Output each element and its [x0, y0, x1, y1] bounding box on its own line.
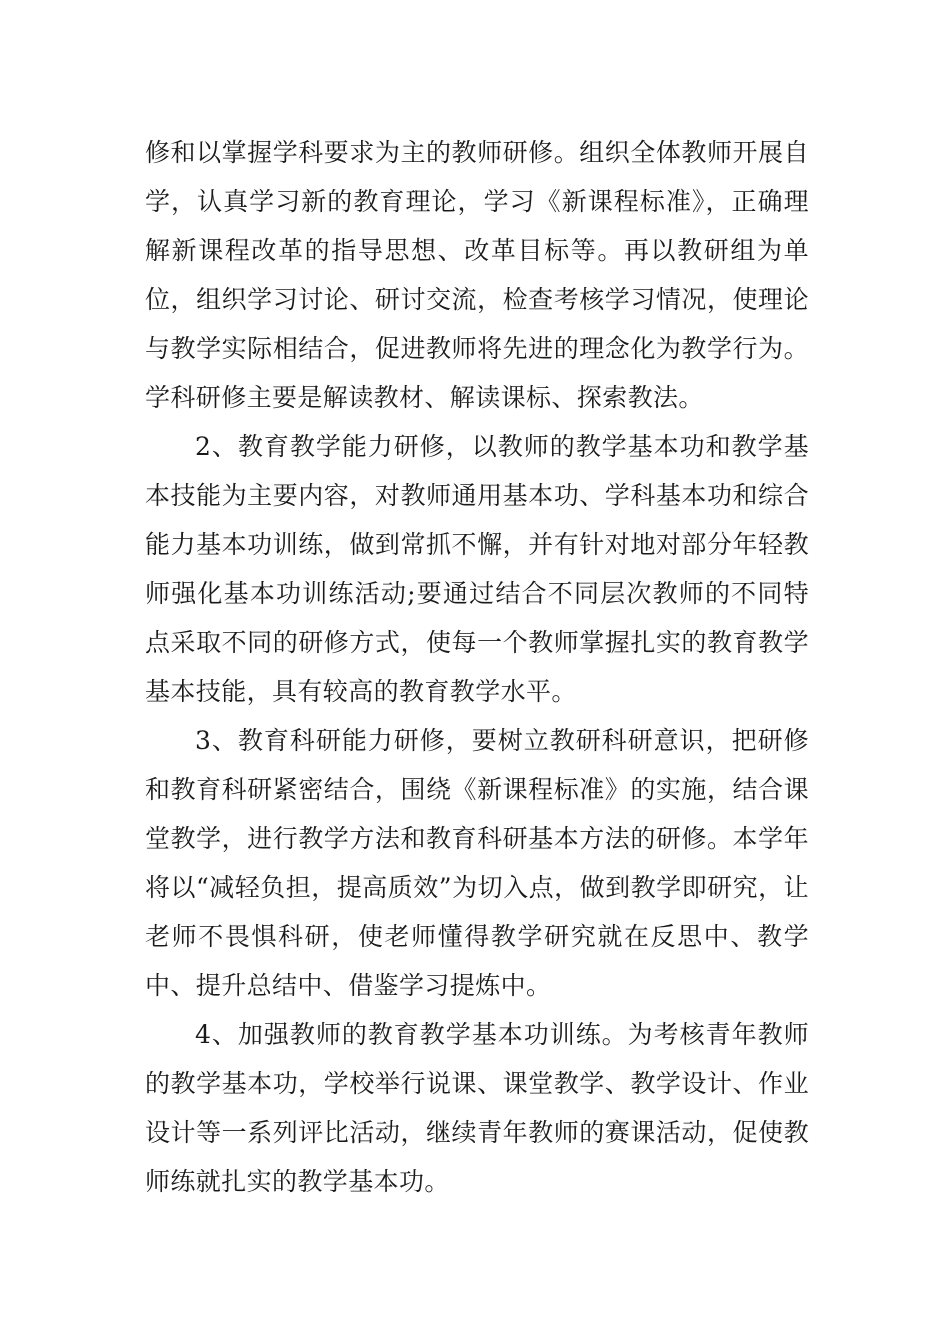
paragraph-4: 4、加强教师的教育教学基本功训练。为考核青年教师的教学基本功，学校举行说课、课堂教学、教学设计、作业设计等一系列评比活动，继续青年教师的赛课活动，促使教师练就扎实的教学基本功。 — [145, 1020, 809, 1196]
paragraph-1: 修和以掌握学科要求为主的教师研修。组织全体教师开展自学，认真学习新的教育理论，学习《新课程标准》，正确理解新课程改革的指导思想、改革目标等。再以教研组为单位，组织学习讨论、研讨交流，检查考核学习情况，使理论与教学实际相结合，促进教师将先进的理念化为教学行为。学科研修主要是解读教材、解读课标、探索教法。 — [145, 138, 809, 412]
paragraph-2: 2、教育教学能力研修，以教师的教学基本功和教学基本技能为主要内容，对教师通用基本功、学科基本功和综合能力基本功训练，做到常抓不懈，并有针对地对部分年轻教师强化基本功训练活动;要通过结合不同层次教师的不同特点采取不同的研修方式，使每一个教师掌握扎实的教育教学基本技能，具有较高的教育教学水平。 — [145, 432, 809, 706]
document-body — [145, 128, 809, 1206]
paragraph-3: 3、教育科研能力研修，要树立教研科研意识，把研修和教育科研紧密结合，围绕《新课程标准》的实施，结合课堂教学，进行教学方法和教育科研基本方法的研修。本学年将以“减轻负担，提高质效”为切入点，做到教学即研究，让老师不畏惧科研，使老师懂得教学研究就在反思中、教学中、提升总结中、借鉴学习提炼中。 — [145, 726, 809, 1000]
